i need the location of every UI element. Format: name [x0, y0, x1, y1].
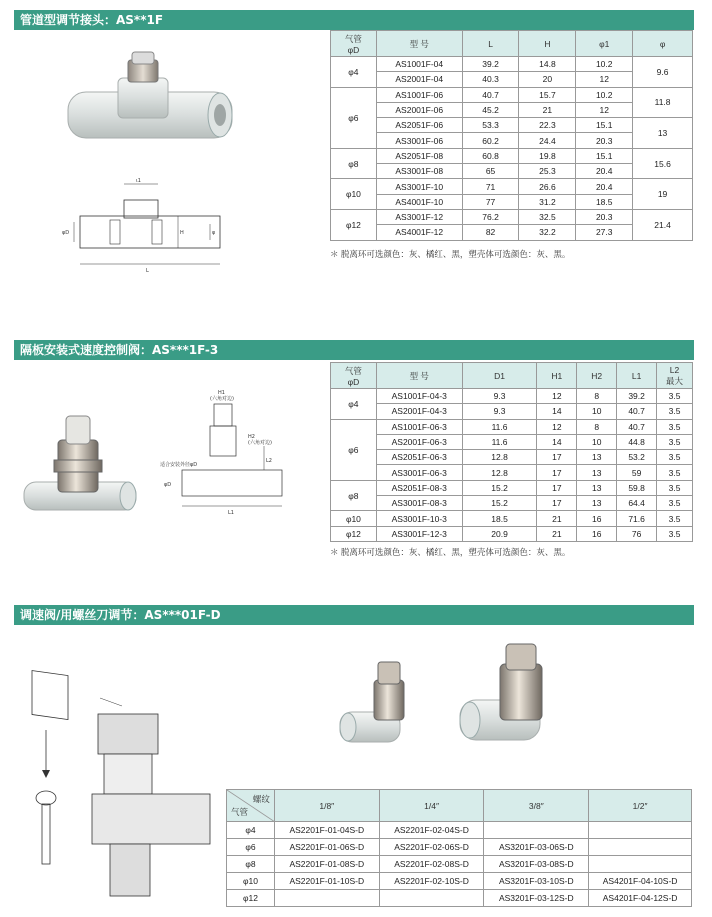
value-cell: AS1001F-06 [376, 87, 462, 102]
value-cell: 21 [537, 526, 577, 541]
pipe-cell: φ12 [227, 890, 275, 907]
value-cell: 3.5 [657, 450, 693, 465]
table-row [331, 148, 693, 163]
value-cell: AS3001F-06 [376, 133, 462, 148]
value-cell: 14 [537, 434, 577, 449]
table-row [227, 873, 692, 890]
table-row [331, 404, 693, 419]
dim-h1-sub: (六角对边) [210, 396, 234, 402]
value-cell: 65 [462, 164, 519, 179]
value-cell: 21 [519, 102, 576, 117]
value-cell: AS4001F-12 [376, 225, 462, 240]
value-cell: 71.6 [617, 511, 657, 526]
value-cell: 10.2 [576, 87, 633, 102]
model-cell: AS2201F-02-06S-D [379, 839, 484, 856]
value-cell: 20.4 [576, 179, 633, 194]
value-cell: 13 [577, 450, 617, 465]
table-row [331, 209, 693, 224]
value-cell: 20.4 [576, 164, 633, 179]
value-cell: 3.5 [657, 434, 693, 449]
table-row [331, 496, 693, 511]
value-cell: AS2001F-04 [376, 72, 462, 87]
value-cell: AS3001F-08-3 [376, 496, 462, 511]
value-cell: 14 [537, 404, 577, 419]
value-cell: AS3001F-10 [376, 179, 462, 194]
value-cell: 40.7 [617, 419, 657, 434]
value-cell: 20.3 [576, 133, 633, 148]
col-pipe: 气管 φD [331, 31, 377, 57]
value-cell: 25.3 [519, 164, 576, 179]
panel-hole-label: 适合安装外径φD [160, 462, 198, 468]
col-model: 型 号 [376, 363, 462, 389]
model-cell [379, 890, 484, 907]
value-cell: AS2051F-08 [376, 148, 462, 163]
value-cell: AS4001F-10 [376, 194, 462, 209]
value-cell: 21 [537, 511, 577, 526]
dim-h2-sub: (六角对边) [248, 440, 272, 446]
model-cell: AS3201F-03-08S-D [484, 856, 589, 873]
phi-cell: 13 [633, 118, 693, 149]
pipe-cell: φ6 [331, 87, 377, 148]
phi-cell: 11.8 [633, 87, 693, 118]
value-cell: AS2001F-06 [376, 102, 462, 117]
pipe-cell: φ10 [227, 873, 275, 890]
model-cell [589, 839, 692, 856]
panel-valve-drawing [160, 386, 300, 516]
value-cell: 3.5 [657, 404, 693, 419]
table-row [227, 890, 692, 907]
pipe-cell: φ10 [331, 511, 377, 526]
col-l1: L1 [617, 363, 657, 389]
col-pipe: 气管 φD [331, 363, 377, 389]
pipe-cell: φ4 [331, 57, 377, 88]
pipe-cell: φ12 [331, 209, 377, 240]
model-cell: AS4201F-04-10S-D [589, 873, 692, 890]
table-row [227, 856, 692, 873]
value-cell: 3.5 [657, 480, 693, 495]
dim-d: φD [62, 230, 70, 236]
pipe-cell: φ6 [331, 419, 377, 480]
value-cell: 15.1 [576, 118, 633, 133]
screwdriver-valve-drawing [14, 630, 224, 910]
model-cell: AS4201F-04-12S-D [589, 890, 692, 907]
table-row [331, 419, 693, 434]
value-cell: 71 [462, 179, 519, 194]
value-cell: 8 [577, 419, 617, 434]
section2-note: ＊ 脱离环可选颜色：灰、橘红、黑，塑壳体可选颜色：灰、黑。 [330, 547, 571, 557]
dim-l: L [146, 268, 149, 274]
value-cell: AS2051F-06 [376, 118, 462, 133]
value-cell: 3.5 [657, 496, 693, 511]
value-cell: AS1001F-04 [376, 57, 462, 72]
value-cell: 8 [577, 389, 617, 404]
value-cell: 20 [519, 72, 576, 87]
pipe-cell: φ8 [331, 480, 377, 511]
value-cell: 10 [577, 434, 617, 449]
pipe-cell: φ4 [227, 822, 275, 839]
value-cell: 20.9 [462, 526, 537, 541]
value-cell: AS3001F-12 [376, 209, 462, 224]
model-cell [589, 856, 692, 873]
value-cell: 12 [576, 102, 633, 117]
value-cell: 12.8 [462, 450, 537, 465]
value-cell: 40.3 [462, 72, 519, 87]
value-cell: AS3001F-06-3 [376, 465, 462, 480]
model-cell: AS3201F-03-12S-D [484, 890, 589, 907]
dim-h2: H2 [248, 434, 255, 440]
value-cell: 18.5 [576, 194, 633, 209]
pipe-cell: φ4 [331, 389, 377, 420]
model-cell [589, 822, 692, 839]
inline-fitting-photo [60, 50, 240, 160]
value-cell: AS2001F-04-3 [376, 404, 462, 419]
col-d1: D1 [462, 363, 537, 389]
model-cell: AS3201F-03-10S-D [484, 873, 589, 890]
dim-phi: φ [212, 230, 216, 236]
value-cell: 60.2 [462, 133, 519, 148]
phi-cell: 19 [633, 179, 693, 210]
value-cell: 12 [537, 419, 577, 434]
value-cell: 13 [577, 496, 617, 511]
value-cell: 15.7 [519, 87, 576, 102]
value-cell: AS3001F-10-3 [376, 511, 462, 526]
model-cell: AS2201F-02-08S-D [379, 856, 484, 873]
value-cell: 12.8 [462, 465, 537, 480]
section3-title: 调速阀/用螺丝刀调节：AS***01F-D [14, 605, 694, 625]
phi-cell: 9.6 [633, 57, 693, 88]
value-cell: 27.3 [576, 225, 633, 240]
table-row [227, 822, 692, 839]
table-row [331, 511, 693, 526]
corner-header [227, 790, 275, 822]
table-row [331, 57, 693, 72]
value-cell: 20.3 [576, 209, 633, 224]
value-cell: 12 [537, 389, 577, 404]
model-cell: AS2201F-02-10S-D [379, 873, 484, 890]
value-cell: 59.8 [617, 480, 657, 495]
value-cell: 10 [577, 404, 617, 419]
value-cell: 40.7 [462, 87, 519, 102]
value-cell: AS1001F-04-3 [376, 389, 462, 404]
value-cell: 17 [537, 496, 577, 511]
col-thread-4: 1/2″ [589, 790, 692, 822]
value-cell: 13 [577, 465, 617, 480]
pipe-cell: φ12 [331, 526, 377, 541]
value-cell: 19.8 [519, 148, 576, 163]
value-cell: 53.3 [462, 118, 519, 133]
value-cell: 17 [537, 450, 577, 465]
model-cell: AS2201F-01-04S-D [274, 822, 379, 839]
table-row [331, 87, 693, 102]
value-cell: 53.2 [617, 450, 657, 465]
value-cell: 39.2 [617, 389, 657, 404]
value-cell: 40.7 [617, 404, 657, 419]
model-cell: AS2201F-01-06S-D [274, 839, 379, 856]
col-h2: H2 [577, 363, 617, 389]
section2-spec-table [330, 362, 693, 542]
value-cell: 3.5 [657, 465, 693, 480]
value-cell: 32.5 [519, 209, 576, 224]
value-cell: 31.2 [519, 194, 576, 209]
pipe-cell: φ6 [227, 839, 275, 856]
section1-spec-table [330, 30, 693, 241]
dim-h1: H1 [218, 390, 225, 396]
col-thread-2: 1/4″ [379, 790, 484, 822]
phi-cell: 21.4 [633, 209, 693, 240]
value-cell: 11.6 [462, 419, 537, 434]
value-cell: AS2051F-08-3 [376, 480, 462, 495]
col-thread-3: 3/8″ [484, 790, 589, 822]
col-phi: φ [633, 31, 693, 57]
phi-cell: 15.6 [633, 148, 693, 179]
section2-title: 隔板安装式速度控制阀：AS***1F-3 [14, 340, 694, 360]
dim-l1: ι1 [136, 178, 141, 184]
value-cell: 3.5 [657, 526, 693, 541]
value-cell: 76.2 [462, 209, 519, 224]
table-row [331, 450, 693, 465]
value-cell: 76 [617, 526, 657, 541]
table-row [331, 118, 693, 133]
col-h: H [519, 31, 576, 57]
value-cell: 9.3 [462, 404, 537, 419]
value-cell: 39.2 [462, 57, 519, 72]
value-cell: 3.5 [657, 389, 693, 404]
corner-pipe-label: 气管 [231, 807, 249, 817]
value-cell: 17 [537, 465, 577, 480]
pipe-cell: φ8 [331, 148, 377, 179]
col-model: 型 号 [376, 31, 462, 57]
table-row [331, 434, 693, 449]
dim-d: φD [164, 482, 172, 488]
table-row [331, 465, 693, 480]
value-cell: 82 [462, 225, 519, 240]
pipe-cell: φ8 [227, 856, 275, 873]
model-cell: AS3201F-03-06S-D [484, 839, 589, 856]
col-phi1: φ1 [576, 31, 633, 57]
table-row [331, 179, 693, 194]
value-cell: 12 [576, 72, 633, 87]
model-cell: AS2201F-02-04S-D [379, 822, 484, 839]
col-thread-1: 1/8″ [274, 790, 379, 822]
value-cell: 24.4 [519, 133, 576, 148]
section3-model-table [226, 789, 692, 907]
value-cell: 13 [577, 480, 617, 495]
value-cell: 17 [537, 480, 577, 495]
value-cell: 26.6 [519, 179, 576, 194]
dim-h: H [180, 230, 184, 236]
value-cell: AS1001F-06-3 [376, 419, 462, 434]
value-cell: 18.5 [462, 511, 537, 526]
col-l: L [462, 31, 519, 57]
table-row [331, 526, 693, 541]
col-h1: H1 [537, 363, 577, 389]
value-cell: 77 [462, 194, 519, 209]
value-cell: AS3001F-12-3 [376, 526, 462, 541]
value-cell: 11.6 [462, 434, 537, 449]
value-cell: 22.3 [519, 118, 576, 133]
dim-l2: L2 [266, 458, 272, 464]
section1-title: 管道型调节接头：AS**1F [14, 10, 694, 30]
inline-fitting-drawing [60, 176, 230, 276]
value-cell: 15.1 [576, 148, 633, 163]
value-cell: 15.2 [462, 496, 537, 511]
value-cell: 45.2 [462, 102, 519, 117]
value-cell: 3.5 [657, 419, 693, 434]
value-cell: 14.8 [519, 57, 576, 72]
value-cell: 60.8 [462, 148, 519, 163]
value-cell: 32.2 [519, 225, 576, 240]
table-row [331, 389, 693, 404]
value-cell: 44.8 [617, 434, 657, 449]
value-cell: 64.4 [617, 496, 657, 511]
model-cell: AS2201F-01-10S-D [274, 873, 379, 890]
value-cell: AS2051F-06-3 [376, 450, 462, 465]
value-cell: 16 [577, 526, 617, 541]
value-cell: AS2001F-06-3 [376, 434, 462, 449]
value-cell: 9.3 [462, 389, 537, 404]
panel-valve-photo [20, 410, 140, 520]
screwdriver-valve-photos [330, 640, 610, 780]
value-cell: 10.2 [576, 57, 633, 72]
value-cell: 59 [617, 465, 657, 480]
table-row [227, 839, 692, 856]
table-row [331, 480, 693, 495]
col-l2: L2 最大 [657, 363, 693, 389]
corner-thread-label: 螺纹 [252, 794, 270, 804]
pipe-cell: φ10 [331, 179, 377, 210]
value-cell: AS3001F-08 [376, 164, 462, 179]
value-cell: 16 [577, 511, 617, 526]
model-cell: AS2201F-01-08S-D [274, 856, 379, 873]
section1-note: ＊ 脱离环可选颜色：灰、橘红、黑，塑壳体可选颜色：灰、黑。 [330, 249, 571, 259]
value-cell: 15.2 [462, 480, 537, 495]
dim-l1: L1 [228, 510, 234, 516]
model-cell [274, 890, 379, 907]
value-cell: 3.5 [657, 511, 693, 526]
model-cell [484, 822, 589, 839]
